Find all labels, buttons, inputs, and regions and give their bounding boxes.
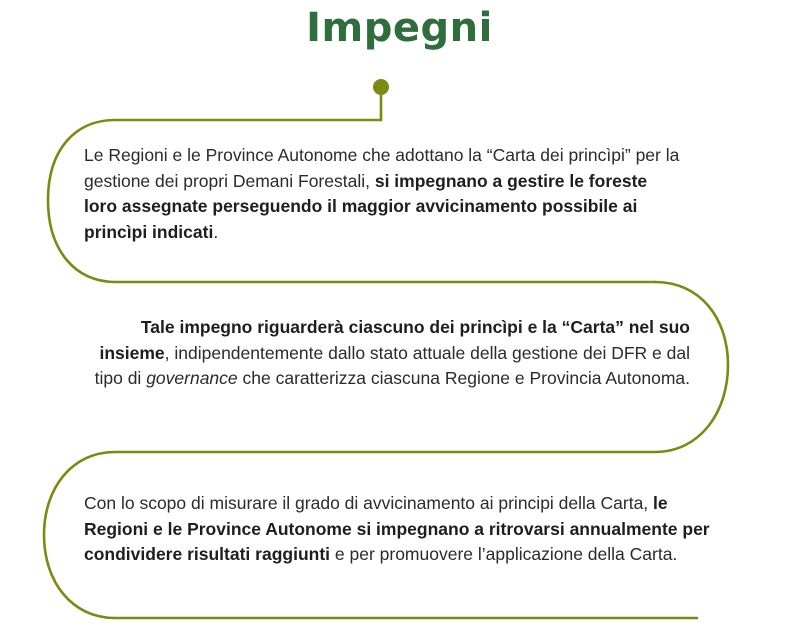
connector-dot — [373, 79, 389, 95]
paragraph-1-text-b: . — [213, 221, 219, 242]
paragraph-2-text-b: che caratterizza ciascuna Regione e Provincia Autonoma. — [237, 368, 690, 388]
paragraph-3-text-a: Con lo scopo di misurare il grado di avvicinamento ai principi della Carta, — [84, 493, 654, 513]
paragraph-2-italic: governance — [146, 368, 238, 388]
paragraph-2-text-a: , indipendentemente dallo stato attuale della gestione dei DFR e dal tipo di — [94, 342, 690, 388]
page-title: Impegni — [306, 5, 493, 51]
paragraph-1-text-a: Le Regioni e le Province Autonome che adottano la “Carta dei princìpi” per la gestione dei propri Demani Forestali, — [84, 145, 680, 191]
paragraph-2-bold: Tale impegno riguarderà ciascuno dei princìpi e la “Carta” nel suo insieme — [99, 317, 690, 363]
commitment-paragraph-3 — [84, 491, 724, 568]
commitment-paragraph-2 — [90, 315, 690, 392]
paragraph-3-text-b: e per promuovere l’applicazione della Carta. — [330, 544, 678, 564]
paragraph-3-bold: le Regioni e le Province Autonome si impegnano a ritrovarsi annualmente per condividere risultati raggiunti — [84, 493, 710, 564]
paragraph-1-bold: si impegnano a gestire le foreste loro assegnate perseguendo il maggior avvicinamento possibile ai princìpi indicati — [84, 170, 648, 242]
commitment-paragraph-1 — [84, 143, 684, 245]
